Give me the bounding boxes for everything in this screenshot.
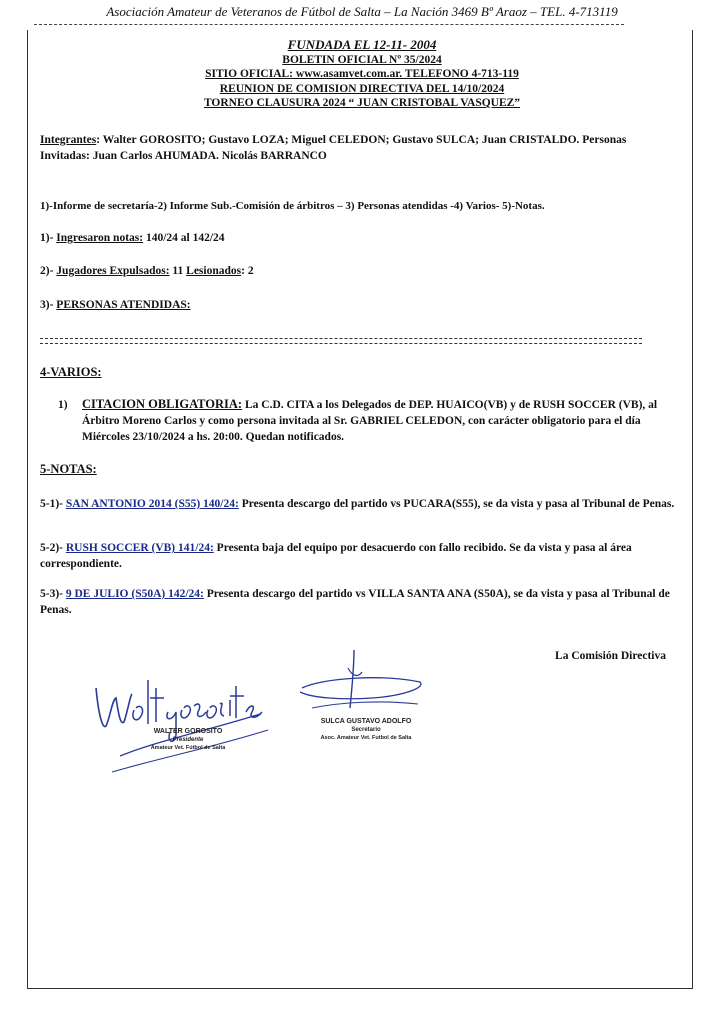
meeting-line: REUNION DE COMISION DIRECTIVA DEL 14/10/2024 xyxy=(219,82,505,95)
nota-3-text: Presenta descargo del partido vs VILLA SANTA ANA (S50A), se da vista y pasa al Tribunal de Penas. xyxy=(40,588,670,616)
members-label: Integrantes xyxy=(40,134,97,146)
title-block xyxy=(40,38,684,111)
item-2-label: Jugadores Expulsados: xyxy=(56,265,170,277)
nota-item xyxy=(40,540,676,572)
varios-label: CITACION OBLIGATORIA: xyxy=(82,397,243,411)
bulletin-number: BOLETIN OFICIAL Nº 35/2024 xyxy=(282,53,442,66)
secretary-signature-block xyxy=(304,718,428,742)
nota-2-text: Presenta baja del equipo por desacuerdo con fallo recibido. Se da vista y pasa al área correspondiente. xyxy=(40,542,632,570)
nota-1-label: SAN ANTONIO 2014 (S55) 140/24: xyxy=(65,498,239,510)
item-3-number: 3)- xyxy=(40,299,57,311)
tournament-line: TORNEO CLAUSURA 2024 “ JUAN CRISTOBAL VASQUEZ” xyxy=(203,97,521,109)
item-1-number: 1)- xyxy=(40,232,57,244)
members-paragraph xyxy=(40,132,676,164)
members-text: : Walter GOROSITO; Gustavo LOZA; Miguel CELEDON; Gustavo SULCA; Juan CRISTALDO. Personas Invitadas: Juan Carlos AHUMADA. Nicolás BARRANCO xyxy=(40,134,627,162)
secretary-name: SULCA GUSTAVO ADOLFO xyxy=(320,718,412,725)
secretary-role: Secretario xyxy=(351,727,381,733)
item-2-label2: Lesionados xyxy=(186,265,242,277)
varios-number: 1) xyxy=(58,399,68,411)
president-signature-icon xyxy=(90,660,280,780)
nota-1-text: Presenta descargo del partido vs PUCARA(S55), se da vista y pasa al Tribunal de Penas. xyxy=(238,498,675,510)
item-1-label: Ingresaron notas: xyxy=(56,232,144,244)
item-2 xyxy=(40,263,676,279)
header-divider xyxy=(34,24,624,25)
nota-2-label: RUSH SOCCER (VB) 141/24: xyxy=(65,542,214,554)
org-name: Asociación Amateur de Veteranos de Fútbol de Salta xyxy=(106,4,381,19)
divider-line xyxy=(40,338,642,339)
item-3-label: PERSONAS ATENDIDAS: xyxy=(56,299,191,311)
nota-item xyxy=(40,496,676,512)
varios-item xyxy=(58,396,678,445)
notas-title: 5-NOTAS: xyxy=(40,462,97,476)
secretary-org: Asoc. Amateur Vet. Futbol de Salta xyxy=(320,735,412,741)
varios-title: 4-VARIOS: xyxy=(40,365,102,379)
closing-signature: La Comisión Directiva xyxy=(555,650,666,662)
item-2-value2: : 2 xyxy=(241,265,254,277)
org-header xyxy=(20,4,704,20)
nota-1-number: 5-1)- xyxy=(40,498,66,510)
agenda-line: 1)-Informe de secretaría-2) Informe Sub.-Comisión de árbitros – 3) Personas atendidas -4) Varios- 5)-Notas. xyxy=(40,200,545,212)
nota-3-label: 9 DE JULIO (S50A) 142/24: xyxy=(65,588,204,600)
president-org: Amateur Vet. Fútbol de Salta xyxy=(150,745,226,751)
org-address: – La Nación 3469 Bº Araoz – TEL. 4-713119 xyxy=(384,4,618,19)
president-name: WALTER GOROSITO xyxy=(153,728,223,735)
founded-line: FUNDADA EL 12-11- 2004 xyxy=(287,37,437,52)
item-3 xyxy=(40,297,676,313)
item-2-number: 2)- xyxy=(40,265,57,277)
nota-2-number: 5-2)- xyxy=(40,542,66,554)
nota-item xyxy=(40,586,676,618)
divider-line-2 xyxy=(40,343,642,344)
varios-text: La C.D. CITA a los Delegados de DEP. HUAICO(VB) y de RUSH SOCCER (VB), al Árbitro Moreno Carlos y como persona invitada al Sr. GABRIEL CELEDON, con carácter obligatorio para el día Miércoles 23/10/2024 a hs. 20:00. Quedan notificados. xyxy=(82,399,658,443)
item-2-value: 11 xyxy=(169,265,187,277)
nota-3-number: 5-3)- xyxy=(40,588,66,600)
secretary-signature-icon xyxy=(292,648,432,726)
official-site: SITIO OFICIAL: www.asamvet.com.ar. TELEFONO 4-713-119 xyxy=(205,68,519,80)
item-1-value: 140/24 al 142/24 xyxy=(143,232,225,244)
president-role: Presidente xyxy=(172,737,204,743)
item-1 xyxy=(40,230,676,246)
president-signature-block xyxy=(128,728,248,752)
